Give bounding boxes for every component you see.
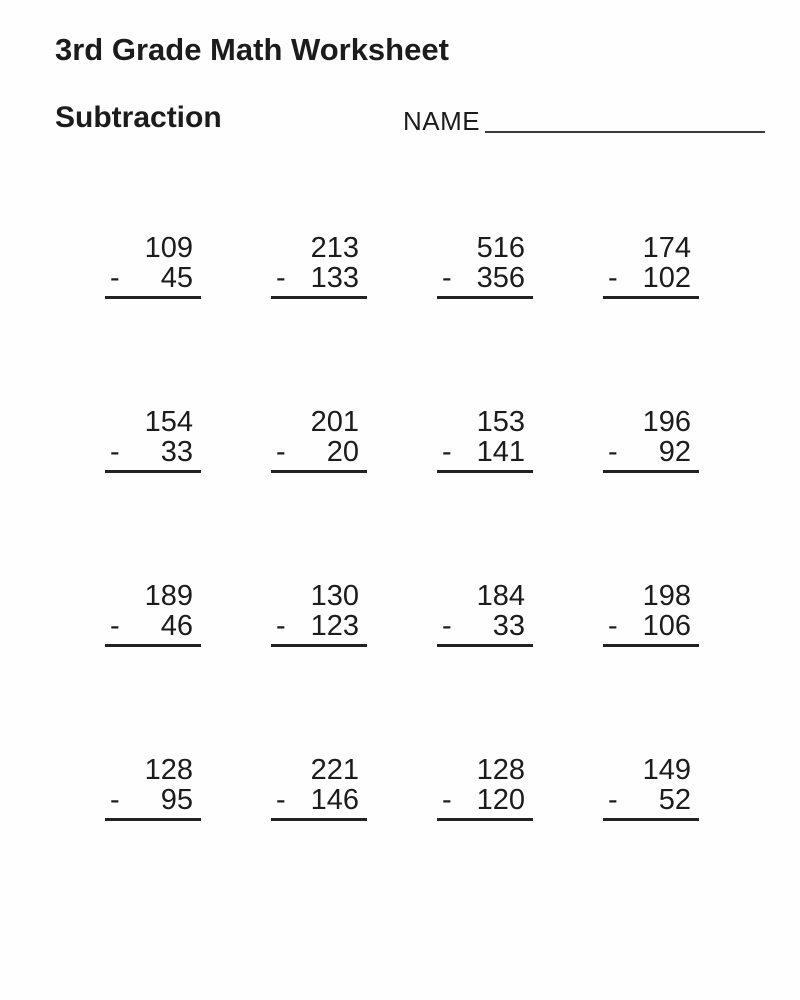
subtrahend: 141 (476, 436, 525, 468)
minuend: 198 (642, 580, 691, 612)
minuend: 174 (642, 232, 691, 264)
subtrahend-row (437, 263, 533, 299)
minuend: 128 (476, 754, 525, 786)
subtraction-problem-4 (603, 225, 699, 299)
minus-operator: - (442, 262, 452, 294)
minuend: 201 (310, 406, 359, 438)
subtrahend-row (105, 263, 201, 299)
minuend: 154 (144, 406, 193, 438)
minus-operator: - (110, 784, 120, 816)
minuend: 149 (642, 754, 691, 786)
subtrahend: 33 (160, 436, 193, 468)
subtrahend: 92 (658, 436, 691, 468)
minuend: 109 (144, 232, 193, 264)
minus-operator: - (276, 262, 286, 294)
subtrahend-row (603, 437, 699, 473)
subtrahend-row (437, 437, 533, 473)
minuend: 189 (144, 580, 193, 612)
minuend: 221 (310, 754, 359, 786)
problems-grid (70, 225, 734, 821)
subtraction-problem-9 (105, 573, 201, 647)
minuend: 213 (310, 232, 359, 264)
subtrahend-row (603, 785, 699, 821)
subtrahend: 33 (492, 610, 525, 642)
subtraction-problem-14 (271, 747, 367, 821)
name-label: NAME (403, 106, 481, 136)
minus-operator: - (276, 784, 286, 816)
subtrahend-row (271, 263, 367, 299)
subtraction-problem-16 (603, 747, 699, 821)
subtrahend: 146 (310, 784, 359, 816)
minuend: 196 (642, 406, 691, 438)
subtrahend-row (271, 437, 367, 473)
minus-operator: - (276, 436, 286, 468)
subtraction-problem-13 (105, 747, 201, 821)
subtraction-problem-5 (105, 399, 201, 473)
subtrahend-row (271, 611, 367, 647)
subtrahend: 106 (642, 610, 691, 642)
minus-operator: - (608, 436, 618, 468)
subtraction-problem-1 (105, 225, 201, 299)
subtrahend: 52 (658, 784, 691, 816)
minuend: 130 (310, 580, 359, 612)
subtraction-problem-10 (271, 573, 367, 647)
minus-operator: - (442, 436, 452, 468)
subtrahend-row (105, 611, 201, 647)
subtrahend: 95 (160, 784, 193, 816)
minuend: 153 (476, 406, 525, 438)
page-title: 3rd Grade Math Worksheet (55, 32, 449, 67)
subtrahend: 120 (476, 784, 525, 816)
subtrahend-row (437, 611, 533, 647)
minus-operator: - (276, 610, 286, 642)
subtrahend-row (271, 785, 367, 821)
minus-operator: - (110, 262, 120, 294)
subtrahend-row (437, 785, 533, 821)
subtrahend: 133 (310, 262, 359, 294)
minus-operator: - (442, 784, 452, 816)
subtraction-problem-8 (603, 399, 699, 473)
subtraction-problem-12 (603, 573, 699, 647)
subtrahend-row (603, 611, 699, 647)
section-title: Subtraction (55, 101, 222, 134)
subtraction-problem-7 (437, 399, 533, 473)
subtraction-problem-2 (271, 225, 367, 299)
subtrahend: 20 (326, 436, 359, 468)
subtraction-problem-11 (437, 573, 533, 647)
name-blank-line (485, 131, 765, 133)
minus-operator: - (110, 610, 120, 642)
subtrahend: 123 (310, 610, 359, 642)
minus-operator: - (608, 262, 618, 294)
minus-operator: - (110, 436, 120, 468)
subtraction-problem-6 (271, 399, 367, 473)
minus-operator: - (608, 610, 618, 642)
subtrahend-row (105, 785, 201, 821)
subtrahend: 45 (160, 262, 193, 294)
minuend: 184 (476, 580, 525, 612)
minus-operator: - (442, 610, 452, 642)
subtrahend-row (105, 437, 201, 473)
subtrahend: 46 (160, 610, 193, 642)
name-field-row (403, 108, 765, 134)
subtrahend: 356 (476, 262, 525, 294)
subtrahend: 102 (642, 262, 691, 294)
subtraction-problem-15 (437, 747, 533, 821)
minus-operator: - (608, 784, 618, 816)
minuend: 516 (476, 232, 525, 264)
subtraction-problem-3 (437, 225, 533, 299)
minuend: 128 (144, 754, 193, 786)
subtrahend-row (603, 263, 699, 299)
